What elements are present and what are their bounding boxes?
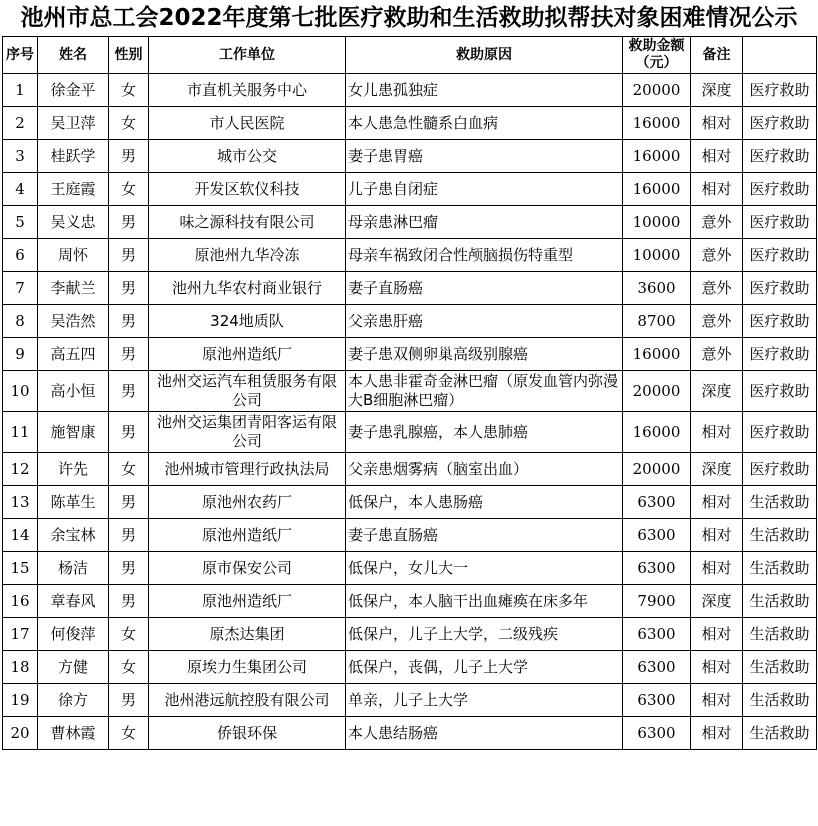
- cell-category: 医疗救助: [743, 338, 817, 371]
- cell-unit: 池州九华农村商业银行: [149, 272, 346, 305]
- cell-name: 高五四: [38, 338, 109, 371]
- cell-reason: 女儿患孤独症: [346, 74, 623, 107]
- cell-name: 施智康: [38, 412, 109, 453]
- cell-name: 杨洁: [38, 552, 109, 585]
- cell-name: 王庭霞: [38, 173, 109, 206]
- cell-reason: 妻子患胃癌: [346, 140, 623, 173]
- cell-gender: 女: [109, 453, 149, 486]
- cell-name: 徐方: [38, 684, 109, 717]
- cell-note: 意外: [691, 305, 743, 338]
- cell-no: 20: [3, 717, 38, 750]
- cell-no: 18: [3, 651, 38, 684]
- cell-unit: 原池州造纸厂: [149, 338, 346, 371]
- cell-note: 意外: [691, 338, 743, 371]
- cell-category: 医疗救助: [743, 371, 817, 412]
- cell-no: 19: [3, 684, 38, 717]
- column-header-no: 序号: [3, 37, 38, 74]
- cell-unit: 原埃力生集团公司: [149, 651, 346, 684]
- table-row: [3, 272, 817, 305]
- cell-no: 9: [3, 338, 38, 371]
- cell-name: 方健: [38, 651, 109, 684]
- cell-amount: 6300: [623, 717, 691, 750]
- cell-amount: 6300: [623, 651, 691, 684]
- cell-note: 深度: [691, 585, 743, 618]
- cell-gender: 男: [109, 305, 149, 338]
- table-body: [3, 74, 817, 750]
- cell-gender: 男: [109, 338, 149, 371]
- cell-no: 7: [3, 272, 38, 305]
- cell-amount: 6300: [623, 519, 691, 552]
- cell-amount: 3600: [623, 272, 691, 305]
- cell-reason: 妻子患乳腺癌，本人患肺癌: [346, 412, 623, 453]
- table-row: [3, 585, 817, 618]
- cell-amount: 10000: [623, 206, 691, 239]
- cell-amount: 16000: [623, 412, 691, 453]
- cell-amount: 6300: [623, 618, 691, 651]
- cell-note: 相对: [691, 519, 743, 552]
- cell-reason: 父亲患烟雾病（脑室出血）: [346, 453, 623, 486]
- cell-unit: 324地质队: [149, 305, 346, 338]
- table-row: [3, 239, 817, 272]
- cell-name: 何俊萍: [38, 618, 109, 651]
- cell-amount: 16000: [623, 140, 691, 173]
- cell-name: 高小恒: [38, 371, 109, 412]
- cell-reason: 低保户，本人脑干出血瘫痪在床多年: [346, 585, 623, 618]
- cell-no: 5: [3, 206, 38, 239]
- table-row: [3, 552, 817, 585]
- cell-unit: 原杰达集团: [149, 618, 346, 651]
- cell-category: 生活救助: [743, 486, 817, 519]
- cell-gender: 女: [109, 618, 149, 651]
- cell-gender: 男: [109, 486, 149, 519]
- column-header-category: [743, 37, 817, 74]
- cell-no: 13: [3, 486, 38, 519]
- cell-unit: 池州交运集团青阳客运有限公司: [149, 412, 346, 453]
- cell-category: 医疗救助: [743, 206, 817, 239]
- column-header-unit: 工作单位: [149, 37, 346, 74]
- cell-gender: 女: [109, 651, 149, 684]
- cell-reason: 母亲患淋巴瘤: [346, 206, 623, 239]
- cell-no: 6: [3, 239, 38, 272]
- table-row: [3, 140, 817, 173]
- cell-unit: 市直机关服务中心: [149, 74, 346, 107]
- cell-name: 许先: [38, 453, 109, 486]
- cell-gender: 女: [109, 74, 149, 107]
- cell-reason: 本人患非霍奇金淋巴瘤（原发血管内弥漫大B细胞淋巴瘤）: [346, 371, 623, 412]
- cell-category: 生活救助: [743, 618, 817, 651]
- cell-category: 生活救助: [743, 552, 817, 585]
- cell-gender: 女: [109, 717, 149, 750]
- cell-unit: 原池州农药厂: [149, 486, 346, 519]
- assistance-table: [2, 36, 817, 750]
- cell-amount: 10000: [623, 239, 691, 272]
- cell-category: 医疗救助: [743, 107, 817, 140]
- cell-name: 周怀: [38, 239, 109, 272]
- cell-name: 陈革生: [38, 486, 109, 519]
- table-row: [3, 618, 817, 651]
- cell-category: 医疗救助: [743, 74, 817, 107]
- cell-reason: 母亲车祸致闭合性颅脑损伤特重型: [346, 239, 623, 272]
- cell-name: 章春风: [38, 585, 109, 618]
- table-row: [3, 371, 817, 412]
- cell-name: 李献兰: [38, 272, 109, 305]
- cell-gender: 女: [109, 173, 149, 206]
- cell-gender: 男: [109, 140, 149, 173]
- cell-note: 相对: [691, 618, 743, 651]
- cell-name: 曹林霞: [38, 717, 109, 750]
- cell-reason: 父亲患肝癌: [346, 305, 623, 338]
- cell-reason: 本人患结肠癌: [346, 717, 623, 750]
- cell-no: 16: [3, 585, 38, 618]
- cell-no: 1: [3, 74, 38, 107]
- cell-reason: 低保户，本人患肠癌: [346, 486, 623, 519]
- table-row: [3, 305, 817, 338]
- column-header-name: 姓名: [38, 37, 109, 74]
- cell-note: 相对: [691, 651, 743, 684]
- cell-unit: 池州交运汽车租赁服务有限公司: [149, 371, 346, 412]
- cell-unit: 原池州造纸厂: [149, 585, 346, 618]
- cell-category: 生活救助: [743, 684, 817, 717]
- cell-unit: 原池州九华冷冻: [149, 239, 346, 272]
- cell-note: 相对: [691, 486, 743, 519]
- cell-note: 意外: [691, 239, 743, 272]
- cell-amount: 20000: [623, 371, 691, 412]
- table-row: [3, 74, 817, 107]
- column-header-amount: 救助金额（元）: [623, 37, 691, 74]
- cell-amount: 7900: [623, 585, 691, 618]
- cell-name: 吴义忠: [38, 206, 109, 239]
- table-row: [3, 206, 817, 239]
- cell-category: 医疗救助: [743, 453, 817, 486]
- cell-note: 相对: [691, 684, 743, 717]
- cell-unit: 开发区软仪科技: [149, 173, 346, 206]
- page-title: 池州市总工会2022年度第七批医疗救助和生活救助拟帮扶对象困难情况公示: [20, 5, 798, 31]
- cell-reason: 低保户，女儿大一: [346, 552, 623, 585]
- cell-reason: 妻子患直肠癌: [346, 519, 623, 552]
- table-row: [3, 519, 817, 552]
- cell-note: 深度: [691, 74, 743, 107]
- cell-note: 深度: [691, 371, 743, 412]
- cell-note: 相对: [691, 173, 743, 206]
- cell-no: 11: [3, 412, 38, 453]
- cell-reason: 低保户，丧偶，儿子上大学: [346, 651, 623, 684]
- table-row: [3, 717, 817, 750]
- column-header-note: 备注: [691, 37, 743, 74]
- cell-amount: 20000: [623, 453, 691, 486]
- cell-note: 意外: [691, 206, 743, 239]
- cell-category: 医疗救助: [743, 305, 817, 338]
- cell-note: 深度: [691, 453, 743, 486]
- cell-category: 生活救助: [743, 651, 817, 684]
- cell-no: 10: [3, 371, 38, 412]
- cell-reason: 妻子直肠癌: [346, 272, 623, 305]
- table-row: [3, 412, 817, 453]
- cell-unit: 池州港远航控股有限公司: [149, 684, 346, 717]
- table-row: [3, 453, 817, 486]
- cell-category: 生活救助: [743, 519, 817, 552]
- table-row: [3, 107, 817, 140]
- column-header-gender: 性别: [109, 37, 149, 74]
- cell-amount: 6300: [623, 552, 691, 585]
- table-row: [3, 684, 817, 717]
- cell-unit: 市人民医院: [149, 107, 346, 140]
- cell-no: 8: [3, 305, 38, 338]
- cell-no: 17: [3, 618, 38, 651]
- cell-note: 相对: [691, 412, 743, 453]
- cell-no: 4: [3, 173, 38, 206]
- cell-unit: 味之源科技有限公司: [149, 206, 346, 239]
- cell-unit: 侨银环保: [149, 717, 346, 750]
- cell-note: 相对: [691, 552, 743, 585]
- cell-amount: 6300: [623, 486, 691, 519]
- cell-no: 12: [3, 453, 38, 486]
- cell-category: 生活救助: [743, 585, 817, 618]
- cell-no: 14: [3, 519, 38, 552]
- cell-amount: 20000: [623, 74, 691, 107]
- cell-amount: 16000: [623, 107, 691, 140]
- cell-category: 医疗救助: [743, 140, 817, 173]
- cell-unit: 城市公交: [149, 140, 346, 173]
- cell-amount: 6300: [623, 684, 691, 717]
- cell-gender: 男: [109, 519, 149, 552]
- cell-gender: 男: [109, 552, 149, 585]
- cell-reason: 妻子患双侧卵巢高级别腺癌: [346, 338, 623, 371]
- cell-reason: 单亲，儿子上大学: [346, 684, 623, 717]
- cell-unit: 原市保安公司: [149, 552, 346, 585]
- cell-gender: 男: [109, 272, 149, 305]
- column-header-reason: 救助原因: [346, 37, 623, 74]
- cell-category: 医疗救助: [743, 239, 817, 272]
- cell-name: 桂跃学: [38, 140, 109, 173]
- table-row: [3, 338, 817, 371]
- cell-no: 2: [3, 107, 38, 140]
- cell-category: 医疗救助: [743, 173, 817, 206]
- table-row: [3, 173, 817, 206]
- cell-gender: 男: [109, 684, 149, 717]
- cell-reason: 本人患急性髓系白血病: [346, 107, 623, 140]
- cell-category: 生活救助: [743, 717, 817, 750]
- cell-note: 相对: [691, 107, 743, 140]
- cell-unit: 原池州造纸厂: [149, 519, 346, 552]
- cell-no: 15: [3, 552, 38, 585]
- cell-name: 吴卫萍: [38, 107, 109, 140]
- cell-gender: 男: [109, 585, 149, 618]
- cell-reason: 低保户，儿子上大学，二级残疾: [346, 618, 623, 651]
- cell-category: 医疗救助: [743, 412, 817, 453]
- cell-amount: 16000: [623, 173, 691, 206]
- cell-name: 徐金平: [38, 74, 109, 107]
- cell-note: 意外: [691, 272, 743, 305]
- cell-unit: 池州城市管理行政执法局: [149, 453, 346, 486]
- cell-name: 吴浩然: [38, 305, 109, 338]
- cell-gender: 男: [109, 371, 149, 412]
- cell-gender: 男: [109, 206, 149, 239]
- cell-no: 3: [3, 140, 38, 173]
- cell-reason: 儿子患自闭症: [346, 173, 623, 206]
- cell-gender: 女: [109, 107, 149, 140]
- cell-amount: 16000: [623, 338, 691, 371]
- cell-category: 医疗救助: [743, 272, 817, 305]
- table-row: [3, 651, 817, 684]
- table-header-row: [3, 37, 817, 74]
- table-row: [3, 486, 817, 519]
- cell-gender: 男: [109, 412, 149, 453]
- cell-name: 余宝林: [38, 519, 109, 552]
- cell-amount: 8700: [623, 305, 691, 338]
- cell-note: 相对: [691, 717, 743, 750]
- cell-gender: 男: [109, 239, 149, 272]
- cell-note: 相对: [691, 140, 743, 173]
